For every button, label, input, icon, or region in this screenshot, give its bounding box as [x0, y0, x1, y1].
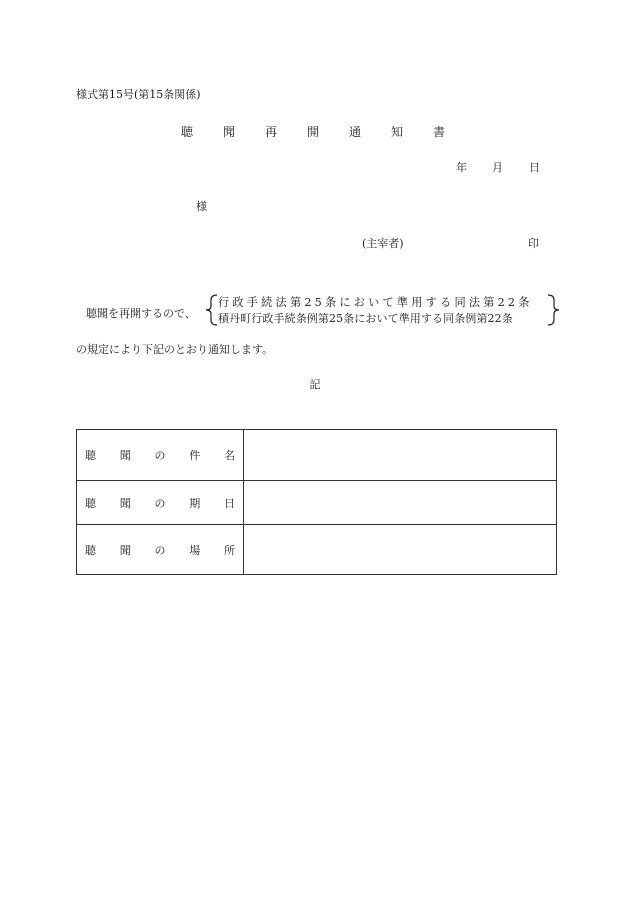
date-year-label: 年	[456, 161, 467, 174]
label-char: の	[154, 449, 166, 462]
organizer-label: (主宰者)	[362, 237, 404, 250]
hearing-place-label	[77, 525, 244, 575]
document-title: 聴 聞 再 開 通 知 書	[180, 125, 454, 139]
label-char: 件	[189, 449, 201, 462]
label-char: 名	[224, 449, 235, 462]
conclusion-text: の規定により下記のとおり通知します。	[76, 343, 274, 356]
intro-text: 聴聞を再開するので、	[86, 307, 196, 320]
label-char: の	[154, 543, 166, 557]
table-row	[77, 525, 557, 575]
table-row	[77, 481, 557, 525]
hearing-case-name-value[interactable]	[244, 430, 557, 481]
legal-basis-brace	[205, 292, 560, 328]
label-char: の	[154, 496, 166, 510]
hearing-case-name-label	[77, 430, 244, 481]
hearing-details-table	[76, 429, 557, 575]
form-reference: 様式第15号(第15条関係)	[76, 88, 201, 101]
hearing-date-label	[77, 481, 244, 525]
label-char: 期	[189, 496, 201, 510]
label-char: 聞	[119, 496, 131, 510]
label-char: 聞	[119, 543, 131, 557]
date-month-label: 月	[492, 161, 503, 174]
brace-option-ordinance: 積丹町行政手続条例第25条において準用する同条例第22条	[218, 312, 513, 325]
label-char: 聞	[119, 449, 131, 462]
label-char: 所	[224, 543, 235, 557]
label-char: 聴	[85, 543, 96, 557]
table-row	[77, 430, 557, 481]
hearing-place-value[interactable]	[244, 525, 557, 575]
addressee-suffix: 様	[196, 200, 207, 213]
hearing-date-value[interactable]	[244, 481, 557, 525]
ki-heading: 記	[309, 378, 321, 391]
label-char: 聴	[85, 496, 96, 510]
seal-mark: 印	[528, 237, 539, 250]
date-day-label: 日	[529, 161, 540, 174]
label-char: 聴	[85, 449, 96, 462]
label-char: 場	[189, 543, 201, 557]
brace-option-law: 行政手続法第25条において準用する同法第22条	[218, 296, 533, 309]
label-char: 日	[224, 496, 235, 510]
